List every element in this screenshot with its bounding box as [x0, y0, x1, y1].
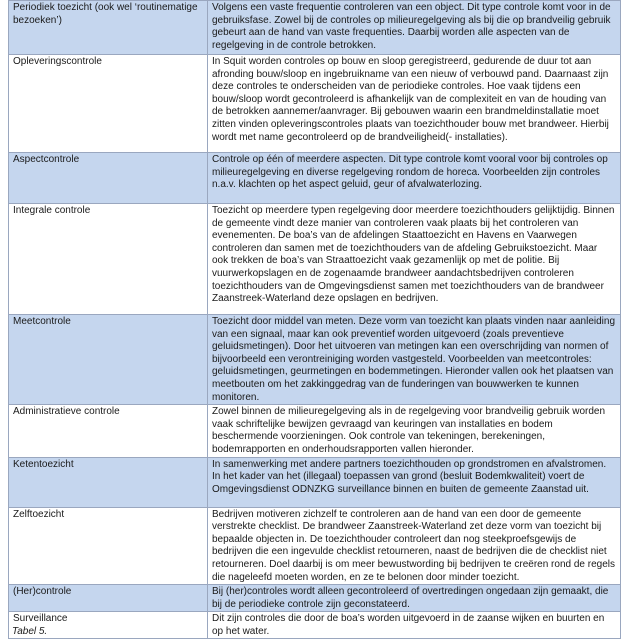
description-cell: Bedrijven motiveren zichzelf te controleren aan de hand van een door de gemeente verstrekte checklist. De brandweer Zaanstreek-Waterland zet deze vorm van toezicht bij bepaalde objecten in. De toezichthouder controleert dan nog steekproefsgewijs de bedrijven die een ingevulde checklist retourneren, naast de bedrijven die de checklist niet retourneren. Doel daarbij is om meer bewustwording bij bedrijven te creëren rond de regels die nageleefd moeten worden, en ze te belonen door minder toezicht. [208, 507, 621, 585]
term-cell: Ketentoezicht [9, 457, 208, 507]
table-row [9, 204, 621, 315]
table-row [9, 612, 621, 639]
table-row [9, 405, 621, 457]
table-row [9, 153, 621, 204]
term-cell: Integrale controle [9, 204, 208, 315]
term-cell: Zelftoezicht [9, 507, 208, 585]
description-cell: Volgens een vaste frequentie controleren van een object. Dit type controle komt voor in de gebruiksfase. Zowel bij de controles op milieuregelgeving als bij die op brandveilig gebruik gebeurt aan de hand van vaste frequenties. Daarbij worden alle aspecten van de regelgeving in de controle betrokken. [208, 1, 621, 55]
term-cell: (Her)controle [9, 585, 208, 612]
term-cell: Aspectcontrole [9, 153, 208, 204]
term-cell: Meetcontrole [9, 315, 208, 405]
description-cell: Dit zijn controles die door de boa’s worden uitgevoerd in de zaanse wijken en buurten en op het water. [208, 612, 621, 639]
table-row [9, 1, 621, 55]
description-cell: Bij (her)controles wordt alleen gecontroleerd of overtredingen ongedaan zijn gemaakt, die bij de periodieke controle zijn geconstateerd. [208, 585, 621, 612]
table-row [9, 315, 621, 405]
term-cell: Surveillance [9, 612, 208, 639]
description-cell: Zowel binnen de milieuregelgeving als in de regelgeving voor brandveilig gebruik worden vaak schriftelijke bewijzen gevraagd van keuringen van installaties en bodem beschermende voorzieningen. Ook controle van tekeningen, berekeningen, bodemrapporten en onderhoudsrapporten vallen hieronder. [208, 405, 621, 457]
control-types-table [8, 0, 621, 639]
description-cell: Controle op één of meerdere aspecten. Dit type controle komt vooral voor bij controles op milieuregelgeving en diverse regelgeving rondom de horeca. Voorbeelden zijn controles n.a.v. klachten op het aspect geluid, geur of afvalwaterlozing. [208, 153, 621, 204]
table-row [9, 457, 621, 507]
table-row [9, 507, 621, 585]
table-row [9, 585, 621, 612]
table-row [9, 55, 621, 153]
description-cell: In Squit worden controles op bouw en sloop geregistreerd, gedurende de duur tot aan afronding bouw/sloop en ingebruikname van een nieuw of verbouwd pand. Daarnaast zijn deze controles te onderscheiden van de periodieke controles. Hoe vaak tijdens een bouw/sloop wordt gecontroleerd is afhankelijk van de complexiteit en van de houding van de betrokken aannemer/aanvrager. Bij gebouwen waarin een brandmeldinstallatie moet zitten vinden opleveringscontroles plaats van toezichthouder bouw met brandweer. Hierbij wordt met name gecontroleerd op de brandveiligheid(- installaties). [208, 55, 621, 153]
description-cell: In samenwerking met andere partners toezichthouden op grondstromen en afvalstromen. In het kader van het (illegaal) toepassen van grond (besluit Bodemkwaliteit) voert de Omgevingsdienst ODNZKG surveillance binnen en buiten de gemeente Zaanstad uit. [208, 457, 621, 507]
term-cell: Periodiek toezicht (ook wel ‘routinematige bezoeken’) [9, 1, 208, 55]
description-cell: Toezicht door middel van meten. Deze vorm van toezicht kan plaats vinden naar aanleiding van een signaal, maar kan ook preventief worden uitgevoerd (zoals preventieve geluidsmetingen). Door het uitvoeren van metingen kan een overschrijding van normen of bijvoorbeeld een verontreiniging worden vastgesteld. Voorbeelden van meetcontroles: geluidsmetingen, geurmetingen en bodemmetingen. Hieronder vallen ook het plaatsen van meetbouten om het zakkinggedrag van de funderingen van bouwwerken te kunnen monitoren. [208, 315, 621, 405]
description-cell: Toezicht op meerdere typen regelgeving door meerdere toezichthouders gelijktijdig. Binnen de gemeente vindt deze manier van controleren vaak plaats bij het controleren van evenementen. De boa’s van de afdelingen Staattoezicht en Havens en Vaarwegen controleren dan samen met de toezichthouders van de afdeling Gebruikstoezicht. Maar ook trekken de boa’s van Straattoezicht vaak gezamenlijk op met de politie. Bij vuurwerkopslagen en de zogenaamde brandweer aandachtsbedrijven controleren toezichthouders van de Omgevingsdienst samen met toezichthouders van de brandweer Zaanstreek-Waterland deze opslagen en bedrijven. [208, 204, 621, 315]
table-caption: Tabel 5. [12, 626, 48, 637]
term-cell: Administratieve controle [9, 405, 208, 457]
term-cell: Opleveringscontrole [9, 55, 208, 153]
